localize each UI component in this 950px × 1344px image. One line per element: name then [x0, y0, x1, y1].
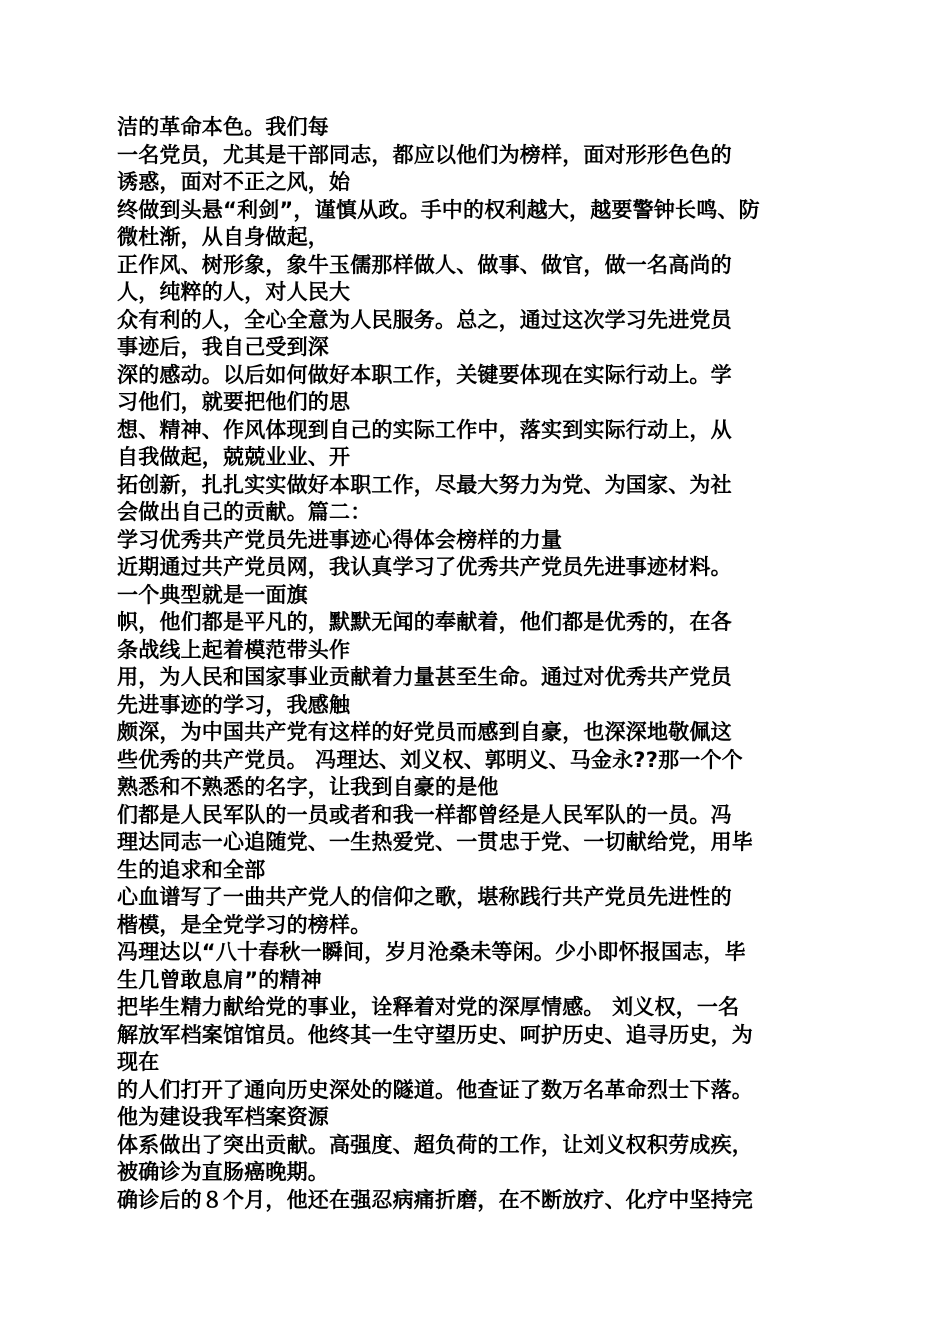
text-line: 现在 — [117, 1050, 160, 1074]
text-line: 熟悉和不熟悉的名字，让我到自豪的是他 — [117, 775, 499, 799]
text-line: 一名党员，尤其是干部同志，都应以他们为榜样，面对形形色色的 — [117, 142, 732, 167]
text-line: 帜，他们都是平凡的，默默无闻的奉献着，他们都是优秀的，在各 — [117, 610, 732, 634]
text-line: 近期通过共产党员网，我认真学习了优秀共产党员先进事迹材料。 — [117, 555, 732, 579]
text-line: 生几曾敢息肩”的精神 — [117, 967, 322, 992]
text-line: 心血谱写了一曲共产党人的信仰之歌，堪称践行共产党员先进性的 — [117, 885, 732, 909]
text-line: 一个典型就是一面旗 — [117, 582, 308, 607]
text-line: 想、精神、作风体现到自己的实际工作中，落实到实际行动上，从 — [117, 417, 732, 442]
text-line: 先进事迹的学习，我感触 — [117, 692, 351, 717]
text-line: 终做到头悬“利剑”，谨慎从政。手中的权利越大，越要警钟长鸣、防 — [117, 197, 760, 222]
text-line: 正作风、树形象，象牛玉儒那样做人、做事、做官，做一名高尚的 — [117, 252, 732, 277]
text-line: 学习优秀共产党员先进事迹心得体会榜样的力量 — [117, 527, 563, 552]
text-line: 解放军档案馆馆员。他终其一生守望历史、呵护历史、追寻历史，为 — [117, 1022, 753, 1047]
text-line: 拓创新，扎扎实实做好本职工作，尽最大努力为党、为国家、为社 — [117, 472, 732, 497]
text-line: 习他们，就要把他们的思 — [117, 390, 351, 414]
text-line: 自我做起，兢兢业业、开 — [117, 445, 351, 469]
text-line: 被确诊为直肠癌晚期。 — [117, 1160, 329, 1184]
text-line: 的人们打开了通向历史深处的隧道。他查证了数万名革命烈士下落。 — [117, 1077, 753, 1102]
text-line: 颇深，为中国共产党有这样的好党员而感到自豪，也深深地敬佩这 — [117, 720, 732, 744]
text-line: 众有利的人，全心全意为人民服务。总之，通过这次学习先进党员 — [117, 307, 732, 332]
text-line: 生的追求和全部 — [117, 857, 266, 882]
text-line: 体系做出了突出贡献。高强度、超负荷的工作，让刘义权积劳成疾， — [117, 1132, 753, 1157]
text-line: 条战线上起着模范带头作 — [117, 637, 351, 662]
text-line: 把毕生精力献给党的事业，诠释着对党的深厚情感。 刘义权，一名 — [117, 995, 740, 1019]
text-line: 他为建设我军档案资源 — [117, 1105, 329, 1129]
text-line: 冯理达以“八十春秋一瞬间，岁月沧桑未等闲。少小即怀报国志，毕 — [117, 940, 746, 964]
document-body — [117, 114, 839, 1214]
text-line: 会做出自己的贡献。篇二： — [117, 500, 372, 524]
text-line: 洁的革命本色。我们每 — [117, 115, 329, 139]
text-line: 事迹后，我自己受到深 — [117, 335, 329, 359]
text-line: 理达同志一心追随党、一生热爱党、一贯忠于党、一切献给党，用毕 — [117, 830, 753, 854]
text-line: 诱惑，面对不正之风，始 — [117, 170, 351, 194]
text-line: 们都是人民军队的一员或者和我一样都曾经是人民军队的一员。冯 — [117, 802, 732, 827]
text-line: 确诊后的８个月，他还在强忍病痛折磨，在不断放疗、化疗中坚持完 — [117, 1187, 753, 1212]
text-line: 微杜渐，从自身做起， — [117, 225, 329, 249]
text-line: 深的感动。以后如何做好本职工作，关键要体现在实际行动上。学 — [117, 362, 732, 387]
text-line: 些优秀的共产党员。 冯理达、刘义权、郭明义、马金永??那一个个 — [117, 747, 743, 772]
text-line: 人，纯粹的人，对人民大 — [117, 280, 351, 304]
text-line: 用，为人民和国家事业贡献着力量甚至生命。通过对优秀共产党员 — [117, 665, 732, 689]
text-line: 楷模，是全党学习的榜样。 — [117, 912, 372, 937]
